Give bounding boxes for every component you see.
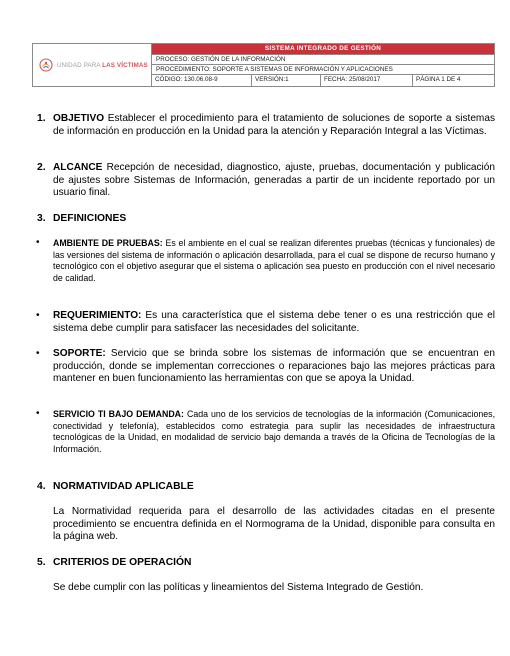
- section-5-title: CRITERIOS DE OPERACIÓN: [53, 557, 192, 568]
- bullet-2: •: [36, 310, 40, 321]
- metadata-row: [152, 75, 494, 86]
- section-1-title: OBJETIVO: [53, 113, 105, 124]
- unidad-victimas-logo-icon: [39, 58, 53, 72]
- section-2-alcance: [53, 162, 495, 200]
- definition-3-text: Servicio que se brinda sobre los sistemas de información que se encuentran en producción, donde se implementan correcciones o reparaciones bajo las mejores prácticas para mantener en buen funcionamiento las herramientas con que se apoya la Unidad.: [53, 348, 495, 385]
- section-4-number: 4.: [37, 481, 46, 492]
- document-header: [32, 43, 495, 87]
- definition-4-text: Cada uno de los servicios de tecnologías de la información (Comunicaciones, conectividad y telefonía), establecidos como estrategia para suplir las necesidades de infraestructura tecnológicas de la Unidad, en modalidad de servicio bajo demanda a través de la Oficina de Tecnologías de la Información.: [53, 409, 496, 454]
- section-1-text: Establecer el procedimiento para el tratamiento de soluciones de soporte a sistemas de información en producción en la Unidad para la atención y Reparación Integral a las Víctimas.: [53, 113, 495, 137]
- proceso-field: PROCESO: GESTIÓN DE LA INFORMACIÓN: [152, 55, 494, 65]
- logo-text-prefix: UNIDAD PARA: [57, 61, 103, 69]
- section-3-number: 3.: [37, 213, 46, 224]
- definition-1-text: Es el ambiente en el cual se realizan diferentes pruebas (técnicas y funcionales) de las versiones del sistema de información o aplicación desarrollada, para el cual se dispone de recurso humano y tecnológico con el objetivo asegurar que el sistema o aplicación sea puesto en producción con el nivel necesario de calidad.: [53, 238, 495, 283]
- definition-ambiente-pruebas: [53, 238, 495, 284]
- section-4-text: La Normatividad requerida para el desarrollo de las actividades citadas en el presente procedimiento se encuentra definida en el Normograma de la Unidad, disponible para consulta en la página web.: [53, 506, 495, 543]
- section-1-objetivo: [53, 113, 495, 138]
- definition-2-term: REQUERIMIENTO:: [53, 310, 142, 321]
- bullet-3: •: [36, 348, 40, 359]
- section-2-number: 2.: [37, 162, 46, 173]
- logo-text-emph: LAS VÍCTIMAS: [102, 61, 148, 69]
- section-1-number: 1.: [37, 113, 46, 124]
- section-2-text: Recepción de necesidad, diagnostico, ajuste, pruebas, documentación y publicación de ajustes sobre Sistemas de Información, generadas a partir de un incidente reportado por un usuario final.: [53, 162, 495, 199]
- section-5-number: 5.: [37, 557, 46, 568]
- system-title: SISTEMA INTEGRADO DE GESTIÓN: [152, 44, 494, 55]
- definition-servicio-ti: [53, 409, 495, 455]
- section-4-title: NORMATIVIDAD APLICABLE: [53, 481, 194, 492]
- version-field: VERSIÓN:1: [252, 75, 321, 86]
- pagina-field: PÁGINA 1 DE 4: [416, 76, 461, 83]
- bullet-4: •: [36, 408, 40, 419]
- logo-cell: [33, 44, 152, 86]
- definition-3-term: SOPORTE:: [53, 348, 106, 359]
- definition-2-text: Es una característica que el sistema debe tener o es una restricción que el sistema debe cumplir para satisfacer las necesidades del solicitante.: [53, 310, 495, 334]
- logo-text: [57, 62, 148, 69]
- definition-1-term: AMBIENTE DE PRUEBAS:: [53, 238, 163, 248]
- definition-soporte: [53, 348, 495, 386]
- procedimiento-field: PROCEDIMIENTO: SOPORTE A SISTEMAS DE INFORMACIÓN Y APLICACIONES: [152, 65, 494, 75]
- bullet-1: •: [36, 237, 40, 248]
- definition-requerimiento: [53, 310, 495, 335]
- codigo-field: CÓDIGO: 130.06.08-9: [152, 75, 252, 86]
- definition-4-term: SERVICIO TI BAJO DEMANDA:: [53, 409, 184, 419]
- section-5-text: Se debe cumplir con las políticas y lineamientos del Sistema Integrado de Gestión.: [53, 582, 424, 593]
- section-3-title: DEFINICIONES: [53, 213, 127, 224]
- fecha-field: FECHA: 25/08/2017: [321, 75, 413, 86]
- section-2-title: ALCANCE: [53, 162, 103, 173]
